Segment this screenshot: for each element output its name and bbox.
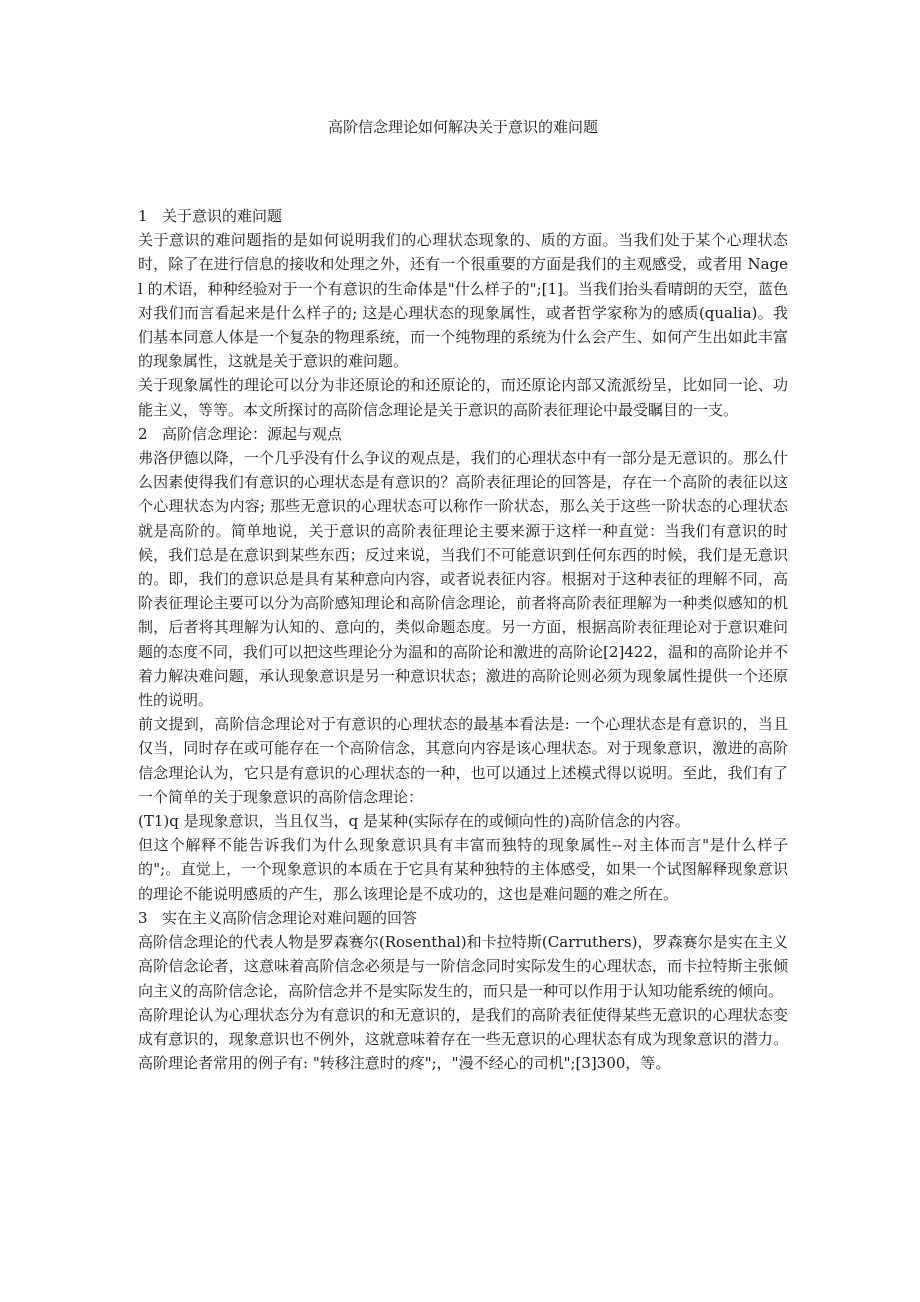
section-number: 2: [138, 424, 148, 443]
body-paragraph: 高阶理论认为心理状态分为有意识的和无意识的，是我们的高阶表征使得某些无意识的心理状态变成有意识的，现象意识也不例外，这就意味着存在一些无意识的心理状态有成为现象意识的潜力。高阶理论者常用的例子有: "转移注意时的疼";，"漫不经心的司机";[3]300，等。: [138, 1005, 788, 1073]
document-title: 高阶信念理论如何解决关于意识的难问题: [327, 118, 598, 136]
body-paragraph: (T1)q 是现象意识，当且仅当，q 是某种(实际存在的或倾向性的)高阶信念的内容。: [138, 812, 690, 831]
body-paragraph: 关于意识的难问题指的是如何说明我们的心理状态现象的、质的方面。当我们处于某个心理状态时，除了在进行信息的接收和处理之外，还有一个很重要的方面是我们的主观感受，或者用 Nagel 的术语，种种经验对于一个有意识的生命体是"什么样子的";[1]。当我们抬头看晴朗的天空，蓝色对我们而言看起来是什么样子的; 这是心理状态的现象属性，或者哲学家称为的感质(qualia)。我们基本同意人体是一个复杂的物理系统，而一个纯物理的系统为什么会产生、如何产生出如此丰富的现象属性，这就是关于意识的难问题。: [138, 231, 788, 371]
body-paragraph: 但这个解释不能告诉我们为什么现象意识具有丰富而独特的现象属性--对主体而言"是什么样子的";。直觉上，一个现象意识的本质在于它具有某种独特的主体感受，如果一个试图解释现象意识的理论不能说明感质的产生，那么该理论是不成功的，这也是难问题的难之所在。: [138, 836, 788, 903]
section-number: 3: [138, 908, 148, 927]
section-title: 高阶信念理论：源起与观点: [162, 424, 343, 443]
section-title: 关于意识的难问题: [162, 207, 283, 225]
section-number: 1: [138, 207, 148, 225]
section-heading: [138, 906, 788, 930]
body-paragraph: 弗洛伊德以降，一个几乎没有什么争议的观点是，我们的心理状态中有一部分是无意识的。那么什么因素使得我们有意识的心理状态是有意识的？高阶表征理论的回答是，存在一个高阶的表征以这个心理状态为内容; 那些无意识的心理状态可以称作一阶状态，那么关于这些一阶状态的心理状态就是高阶的。简单地说，关于意识的高阶表征理论主要来源于这样一种直觉：当我们有意识的时候，我们总是在意识到某些东西；反过来说，当我们不可能意识到任何东西的时候，我们是无意识的。即，我们的意识总是具有某种意向内容，或者说表征内容。根据对于这种表征的理解不同，高阶表征理论主要可以分为高阶感知理论和高阶信念理论，前者将高阶表征理解为一种类似感知的机制，后者将其理解为认知的、意向的，类似命题态度。另一方面，根据高阶表征理论对于意识难问题的态度不同，我们可以把这些理论分为温和的高阶论和激进的高阶论[2]422，温和的高阶论并不着力解决难问题，承认现象意识是另一种意识状态；激进的高阶论则必须为现象属性提供一个还原性的说明。: [138, 449, 788, 710]
body-paragraph: 前文提到，高阶信念理论对于有意识的心理状态的最基本看法是: 一个心理状态是有意识的，当且仅当，同时存在或可能存在一个高阶信念，其意向内容是该心理状态。对于现象意识，激进的高阶信念理论认为，它只是有意识的心理状态的一种，也可以通过上述模式得以说明。至此，我们有了一个简单的关于现象意识的高阶信念理论：: [138, 715, 788, 806]
section-heading: [138, 422, 788, 446]
section-heading: [138, 204, 788, 228]
body-paragraph: 高阶信念理论的代表人物是罗森赛尔(Rosenthal)和卡拉特斯(Carruthers)，罗森赛尔是实在主义高阶信念论者，这意味着高阶信念必须是与一阶信念同时实际发生的心理状态，而卡拉特斯主张倾向主义的高阶信念论，高阶信念并不是实际发生的，而只是一种可以作用于认知功能系统的倾向。: [138, 933, 788, 1000]
section-title: 实在主义高阶信念理论对难问题的回答: [162, 908, 418, 927]
body-paragraph: 关于现象属性的理论可以分为非还原论的和还原论的，而还原论内部又流派纷呈，比如同一论、功能主义，等等。本文所探讨的高阶信念理论是关于意识的高阶表征理论中最受瞩目的一支。: [138, 376, 788, 419]
document-body: [138, 204, 788, 1075]
